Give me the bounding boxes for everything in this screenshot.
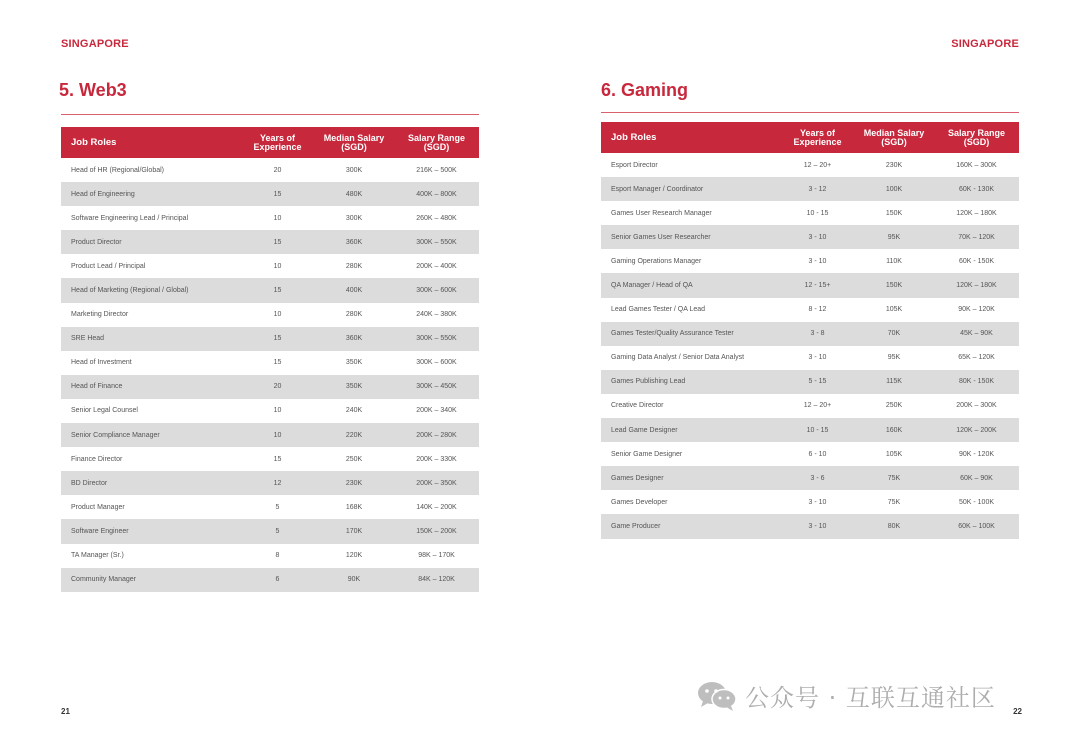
- table-row: [601, 394, 1019, 418]
- cell-job-role: Finance Director: [71, 455, 123, 463]
- table-row: [61, 399, 479, 423]
- cell-years: 10 - 15: [806, 426, 829, 434]
- cell-median-salary: 230K: [345, 479, 363, 487]
- cell-job-role: QA Manager / Head of QA: [611, 282, 693, 290]
- section-title: 6. Gaming: [601, 80, 689, 100]
- cell-salary-range: 200K – 280K: [416, 431, 457, 439]
- cell-years: 10: [273, 214, 282, 222]
- cell-salary-range: 200K – 350K: [416, 479, 457, 487]
- cell-salary-range: 300K – 450K: [416, 383, 457, 391]
- cell-years: 10: [273, 431, 282, 439]
- cell-median-salary: 75K: [887, 474, 901, 482]
- cell-job-role: Lead Games Tester / QA Lead: [611, 306, 706, 314]
- salary-table: [61, 127, 479, 592]
- cell-job-role: Marketing Director: [71, 311, 129, 319]
- table-row: [61, 447, 479, 471]
- page-number: 22: [1013, 707, 1022, 716]
- cell-salary-range: 80K - 150K: [958, 378, 995, 386]
- table-row: [61, 519, 479, 543]
- cell-job-role: Product Manager: [71, 503, 125, 511]
- cell-median-salary: 90K: [347, 576, 361, 584]
- cell-job-role: BD Director: [71, 479, 108, 487]
- cell-years: 5: [275, 503, 280, 511]
- cell-median-salary: 105K: [885, 306, 903, 314]
- table-body: [61, 158, 479, 592]
- cell-salary-range: 50K - 100K: [958, 498, 995, 506]
- cell-years: 12 – 20+: [803, 161, 832, 169]
- table-row: [601, 273, 1019, 297]
- cell-salary-range: 60K - 130K: [958, 185, 995, 193]
- cell-median-salary: 95K: [887, 233, 901, 241]
- cell-job-role: Esport Manager / Coordinator: [611, 185, 704, 193]
- cell-job-role: Games User Research Manager: [611, 209, 712, 217]
- cell-median-salary: 160K: [885, 426, 903, 434]
- cell-salary-range: 200K – 340K: [416, 407, 457, 415]
- cell-job-role: TA Manager (Sr.): [71, 552, 124, 560]
- cell-years: 3 - 10: [808, 498, 827, 506]
- cell-job-role: Esport Director: [611, 161, 658, 169]
- table-body: [601, 153, 1019, 539]
- cell-salary-range: 400K – 800K: [416, 190, 457, 198]
- cell-median-salary: 115K: [886, 378, 902, 386]
- cell-median-salary: 70K: [887, 330, 901, 338]
- cell-years: 15: [273, 238, 282, 246]
- cell-salary-range: 120K – 180K: [956, 282, 997, 290]
- salary-table: [601, 122, 1019, 539]
- table-row: [601, 177, 1019, 201]
- table-row: [61, 351, 479, 375]
- table-row: [601, 298, 1019, 322]
- cell-years: 12 - 15+: [804, 282, 831, 290]
- table-row: [601, 225, 1019, 249]
- cell-salary-range: 300K – 550K: [416, 238, 457, 246]
- table-row: [61, 182, 479, 206]
- cell-years: 3 - 10: [808, 233, 827, 241]
- cell-years: 3 - 6: [810, 474, 825, 482]
- cell-years: 20: [273, 166, 282, 174]
- cell-median-salary: 150K: [885, 209, 903, 217]
- cell-job-role: Product Lead / Principal: [71, 262, 146, 270]
- cell-salary-range: 240K – 380K: [416, 311, 457, 319]
- cell-median-salary: 110K: [886, 257, 902, 265]
- cell-job-role: Software Engineering Lead / Principal: [71, 214, 189, 222]
- cell-median-salary: 120K: [345, 552, 363, 560]
- cell-job-role: Games Developer: [611, 498, 668, 506]
- header-job-roles: Job Roles: [71, 137, 117, 148]
- table-row: [61, 423, 479, 447]
- cell-years: 12: [273, 479, 282, 487]
- cell-median-salary: 300K: [345, 214, 363, 222]
- cell-years: 5 - 15: [808, 378, 827, 386]
- cell-job-role: SRE Head: [71, 335, 105, 343]
- cell-median-salary: 150K: [885, 282, 903, 290]
- cell-salary-range: 200K – 300K: [956, 402, 997, 410]
- cell-years: 8: [275, 552, 280, 560]
- cell-years: 3 - 12: [808, 185, 827, 193]
- country-label: SINGAPORE: [61, 38, 129, 50]
- table-row: [61, 471, 479, 495]
- table-row: [61, 568, 479, 592]
- cell-median-salary: 80K: [887, 522, 901, 530]
- cell-median-salary: 280K: [345, 262, 363, 270]
- table-row: [601, 442, 1019, 466]
- cell-job-role: Head of HR (Regional/Global): [71, 166, 164, 174]
- cell-job-role: Games Designer: [611, 474, 664, 482]
- cell-salary-range: 300K – 600K: [416, 287, 457, 295]
- cell-salary-range: 60K – 90K: [960, 474, 993, 482]
- table-header: [601, 122, 1019, 153]
- cell-years: 5: [275, 527, 280, 535]
- cell-years: 15: [273, 455, 282, 463]
- table-row: [61, 278, 479, 302]
- cell-job-role: Head of Finance: [71, 383, 123, 391]
- cell-median-salary: 168K: [345, 503, 363, 511]
- table-row: [601, 201, 1019, 225]
- cell-median-salary: 220K: [345, 431, 363, 439]
- cell-salary-range: 200K – 330K: [416, 455, 457, 463]
- cell-median-salary: 230K: [885, 161, 903, 169]
- cell-salary-range: 120K – 180K: [956, 209, 997, 217]
- cell-salary-range: 45K – 90K: [960, 330, 993, 338]
- table-row: [601, 514, 1019, 538]
- table-row: [61, 375, 479, 399]
- cell-median-salary: 250K: [885, 402, 903, 410]
- cell-salary-range: 65K – 120K: [958, 354, 995, 362]
- cell-salary-range: 260K – 480K: [416, 214, 457, 222]
- cell-salary-range: 300K – 600K: [416, 359, 457, 367]
- table-row: [601, 490, 1019, 514]
- cell-years: 20: [273, 383, 282, 391]
- table-row: [61, 158, 479, 182]
- cell-years: 15: [273, 359, 282, 367]
- cell-job-role: Gaming Data Analyst / Senior Data Analyst: [611, 354, 745, 362]
- cell-salary-range: 98K – 170K: [418, 552, 455, 560]
- cell-salary-range: 60K - 150K: [958, 257, 995, 265]
- table-row: [61, 495, 479, 519]
- header-years: Years of Experience: [793, 127, 842, 147]
- cell-salary-range: 90K – 120K: [958, 306, 995, 314]
- title-divider: [61, 114, 479, 115]
- table-row: [601, 418, 1019, 442]
- cell-job-role: Head of Investment: [71, 359, 132, 367]
- watermark: [697, 678, 996, 713]
- table-row: [601, 466, 1019, 490]
- section-title: 5. Web3: [59, 80, 127, 100]
- cell-years: 15: [273, 190, 282, 198]
- cell-job-role: Games Tester/Quality Assurance Tester: [611, 330, 734, 338]
- table-row: [601, 322, 1019, 346]
- cell-salary-range: 200K – 400K: [416, 262, 457, 270]
- cell-job-role: Head of Marketing (Regional / Global): [71, 287, 189, 295]
- wechat-icon: [697, 681, 737, 711]
- cell-job-role: Game Producer: [611, 522, 661, 530]
- cell-job-role: Gaming Operations Manager: [611, 257, 702, 265]
- cell-years: 3 - 10: [808, 354, 827, 362]
- cell-median-salary: 250K: [345, 455, 363, 463]
- title-divider: [601, 112, 1019, 113]
- cell-salary-range: 70K – 120K: [958, 233, 995, 241]
- cell-salary-range: 150K – 200K: [416, 527, 457, 535]
- watermark-text: 公众号 · 互联互通社区: [745, 684, 996, 712]
- cell-salary-range: 160K – 300K: [956, 161, 997, 169]
- cell-job-role: Lead Game Designer: [611, 426, 678, 434]
- cell-years: 15: [273, 287, 282, 295]
- cell-years: 3 - 8: [810, 330, 825, 338]
- cell-job-role: Senior Game Designer: [611, 450, 683, 458]
- cell-median-salary: 100K: [885, 185, 903, 193]
- cell-median-salary: 400K: [345, 287, 363, 295]
- cell-median-salary: 240K: [345, 407, 363, 415]
- cell-years: 6 - 10: [808, 450, 827, 458]
- table-row: [601, 153, 1019, 177]
- header-range: Salary Range (SGD): [407, 132, 466, 152]
- cell-job-role: Senior Games User Researcher: [611, 233, 711, 241]
- table-row: [61, 544, 479, 568]
- cell-years: 15: [273, 335, 282, 343]
- table-row: [61, 254, 479, 278]
- cell-median-salary: 105K: [885, 450, 903, 458]
- cell-job-role: Senior Compliance Manager: [71, 431, 160, 439]
- cell-salary-range: 90K - 120K: [958, 450, 995, 458]
- cell-median-salary: 480K: [345, 190, 363, 198]
- cell-salary-range: 84K – 120K: [418, 576, 455, 584]
- cell-job-role: Software Engineer: [71, 527, 129, 535]
- cell-job-role: Product Director: [71, 238, 122, 246]
- cell-job-role: Senior Legal Counsel: [71, 407, 138, 415]
- cell-years: 12 – 20+: [803, 402, 832, 410]
- header-median: Median Salary (SGD): [863, 127, 925, 147]
- cell-median-salary: 350K: [345, 383, 363, 391]
- cell-job-role: Head of Engineering: [71, 190, 135, 198]
- cell-years: 8 - 12: [808, 306, 827, 314]
- header-range: Salary Range (SGD): [947, 127, 1006, 147]
- table-row: [61, 206, 479, 230]
- table-header: [61, 127, 479, 158]
- cell-median-salary: 170K: [345, 527, 363, 535]
- cell-median-salary: 360K: [345, 238, 363, 246]
- cell-median-salary: 350K: [345, 359, 363, 367]
- country-label: SINGAPORE: [951, 38, 1019, 50]
- cell-years: 3 - 10: [808, 522, 827, 530]
- table-row: [601, 346, 1019, 370]
- header-median: Median Salary (SGD): [323, 132, 385, 152]
- cell-median-salary: 280K: [345, 311, 363, 319]
- cell-salary-range: 140K – 200K: [416, 503, 457, 511]
- cell-median-salary: 360K: [345, 335, 363, 343]
- cell-years: 6: [275, 576, 280, 584]
- cell-job-role: Games Publishing Lead: [611, 378, 686, 386]
- cell-years: 10: [273, 262, 282, 270]
- page-number: 21: [61, 707, 70, 716]
- cell-job-role: Creative Director: [611, 402, 664, 410]
- cell-salary-range: 60K – 100K: [958, 522, 995, 530]
- cell-years: 3 - 10: [808, 257, 827, 265]
- cell-median-salary: 75K: [887, 498, 901, 506]
- cell-years: 10: [273, 407, 282, 415]
- header-years: Years of Experience: [253, 132, 302, 152]
- cell-years: 10: [273, 311, 282, 319]
- table-row: [601, 249, 1019, 273]
- cell-median-salary: 300K: [345, 166, 363, 174]
- table-row: [61, 327, 479, 351]
- table-row: [61, 303, 479, 327]
- cell-salary-range: 300K – 550K: [416, 335, 457, 343]
- cell-job-role: Community Manager: [71, 576, 136, 584]
- right-page: [540, 0, 1080, 737]
- table-row: [601, 370, 1019, 394]
- header-job-roles: Job Roles: [611, 132, 657, 143]
- cell-salary-range: 216K – 500K: [416, 166, 457, 174]
- cell-years: 10 - 15: [806, 209, 829, 217]
- cell-median-salary: 95K: [887, 354, 901, 362]
- table-row: [61, 230, 479, 254]
- cell-salary-range: 120K – 200K: [956, 426, 997, 434]
